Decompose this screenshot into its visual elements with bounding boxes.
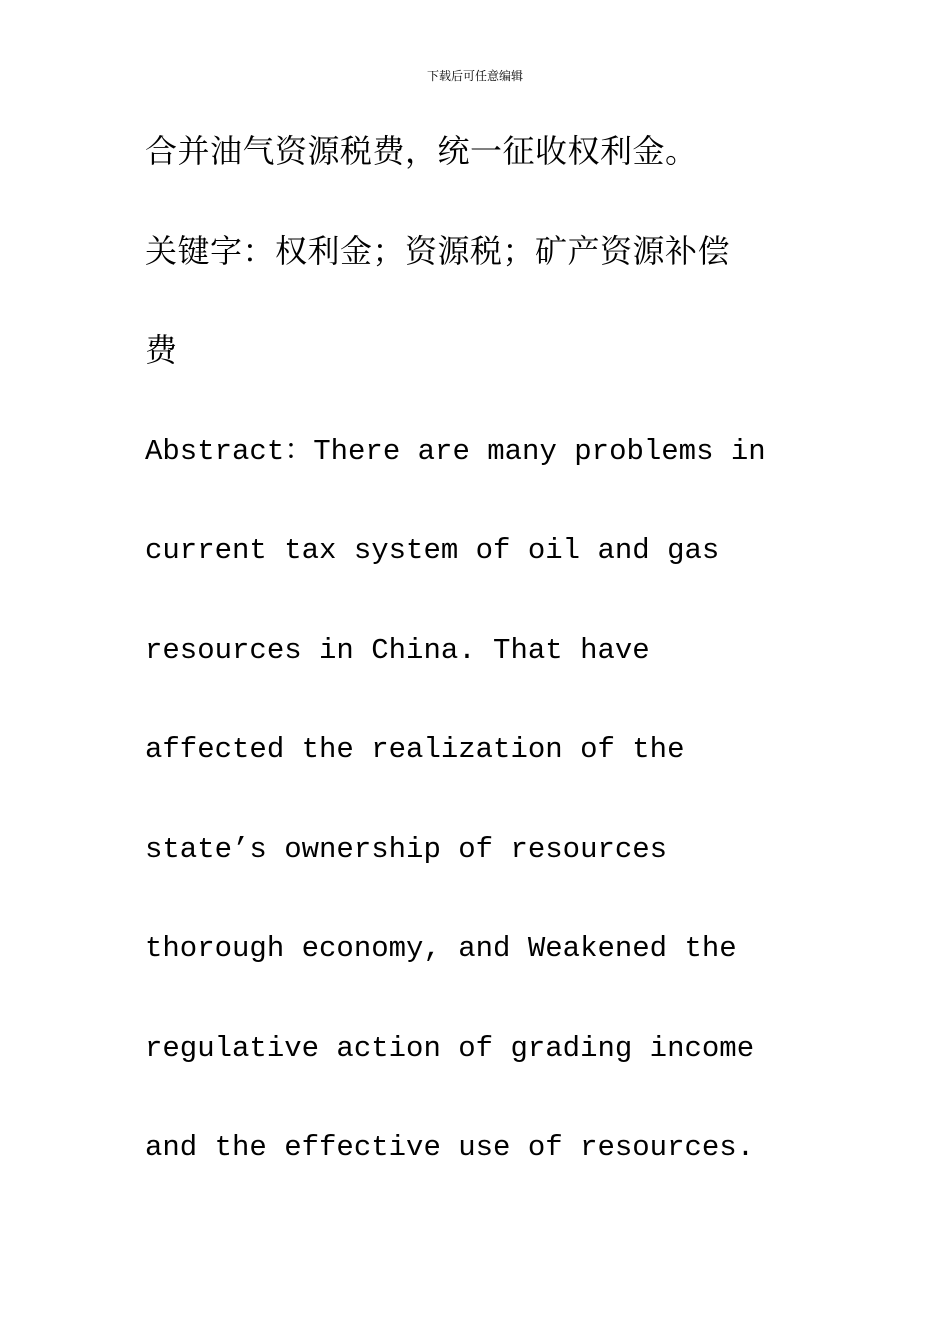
summary-line: 合并油气资源税费，统一征收权利金。 [145, 132, 698, 170]
abstract-line: resources in China. That have [145, 634, 650, 667]
keywords-line: 关键字：权利金；资源税；矿产资源补偿 [145, 232, 731, 270]
abstract-line: thorough economy, and Weakened the [145, 932, 737, 965]
header-note: 下载后可任意编辑 [426, 69, 523, 83]
abstract-line: current tax system of oil and gas [145, 534, 720, 567]
abstract-line: regulative action of grading income [145, 1032, 755, 1065]
abstract-line: state’s ownership of resources [145, 833, 668, 866]
keywords-line-continued: 费 [145, 331, 178, 369]
abstract-line: Abstract：There are many problems in [145, 435, 766, 468]
abstract-line: affected the realization of the [145, 733, 685, 766]
abstract-line: and the effective use of resources. [145, 1131, 755, 1164]
